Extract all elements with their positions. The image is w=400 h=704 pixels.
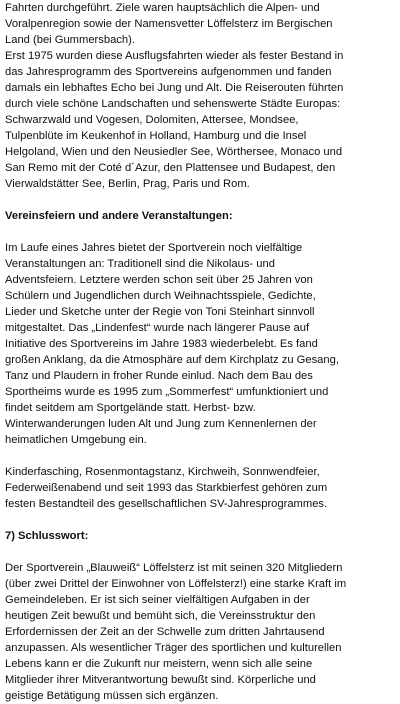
- text-line: Lebens kann er die Zukunft nur meistern, wenn sich alle seine: [5, 658, 313, 670]
- text-line: Land (bei Gummersbach).: [5, 34, 135, 46]
- text-line: heutigen Zeit bewußt und bemüht sich, die Vereinsstruktur den: [5, 610, 316, 622]
- text-line: Voralpenregion sowie der Namensvetter Löffelsterz im Bergischen: [5, 18, 333, 30]
- section-heading-closing: 7) Schlusswort:: [5, 530, 89, 542]
- section-heading-events: Vereinsfeiern und andere Veranstaltungen:: [5, 210, 233, 222]
- text-line: Winterwanderungen luden Alt und Jung zum Kennenlernen der: [5, 418, 317, 430]
- text-line: Initiative des Sportvereins im Jahre 1983 wiederbelebt. Es fand: [5, 338, 318, 350]
- text-line: heimatlichen Umgebung ein.: [5, 434, 147, 446]
- document-page: [5, 0, 397, 704]
- text-line: Tulpenblüte im Keukenhof in Holland, Hamburg und die Insel: [5, 130, 307, 142]
- text-line: Helgoland, Wien und den Neusiedler See, Wörthersee, Monaco und: [5, 146, 343, 158]
- text-line: geistige Betätigung müssen sich ergänzen.: [5, 690, 219, 702]
- text-line: großen Anklang, da die Atmosphäre auf dem Kirchplatz zu Gesang,: [5, 354, 339, 366]
- text-line: San Remo mit der Coté d´Azur, den Plattensee und Budapest, den: [5, 162, 336, 174]
- text-line: Mitglieder ihrer Mitverantwortung bewußt sind. Körperliche und: [5, 674, 316, 686]
- paragraph-travel: [5, 0, 397, 192]
- text-line: Schwarzwald und Vogesen, Dolomiten, Attersee, Mondsee,: [5, 114, 299, 126]
- paragraph-gap: [5, 512, 397, 528]
- text-line: Tanz und Plaudern in froher Runde einlud. Nach dem Bau des: [5, 370, 313, 382]
- text-line: festen Bestandteil des gesellschaftlichen SV-Jahresprogrammes.: [5, 498, 328, 510]
- text-line: Erfordernissen der Zeit an der Schwelle zum dritten Jahrtausend: [5, 626, 325, 638]
- text-line: Vierwaldstätter See, Berlin, Prag, Paris und Rom.: [5, 178, 250, 190]
- text-line: Gemeindeleben. Er ist sich seiner vielfältigen Aufgaben in der: [5, 594, 310, 606]
- text-line: damals ein lebhaftes Echo bei Jung und Alt. Die Reiserouten führten: [5, 82, 344, 94]
- text-line: Veranstaltungen an: Traditionell sind die Nikolaus- und: [5, 258, 275, 270]
- text-line: Kinderfasching, Rosenmontagstanz, Kirchweih, Sonnwendfeier,: [5, 466, 320, 478]
- text-line: Der Sportverein „Blauweiß“ Löffelsterz ist mit seinen 320 Mitgliedern: [5, 562, 343, 574]
- paragraph-gap: [5, 192, 397, 208]
- paragraph-events: [5, 240, 397, 448]
- text-line: durch viele schöne Landschaften und sehenswerte Städte Europas:: [5, 98, 341, 110]
- text-line: Schülern und Jugendlichen durch Weihnachtsspiele, Gedichte,: [5, 290, 316, 302]
- text-line: Fahrten durchgeführt. Ziele waren hauptsächlich die Alpen- und: [5, 2, 320, 14]
- text-line: anzupassen. Als wesentlicher Träger des sportlichen und kulturellen: [5, 642, 342, 654]
- text-line: Erst 1975 wurden diese Ausflugsfahrten wieder als fester Bestand in: [5, 50, 344, 62]
- paragraph-gap: [5, 544, 397, 560]
- text-line: Lieder und Sketche unter der Regie von Toni Steinhart sinnvoll: [5, 306, 315, 318]
- paragraph-closing: [5, 560, 397, 704]
- paragraph-carnival: [5, 464, 397, 512]
- text-line: Adventsfeiern. Letztere werden schon seit über 25 Jahren von: [5, 274, 313, 286]
- text-line: Sportheims wurde es 1995 zum „Sommerfest“ umfunktioniert und: [5, 386, 329, 398]
- text-line: (über zwei Drittel der Einwohner von Löffelsterz!) eine starke Kraft im: [5, 578, 347, 590]
- paragraph-gap: [5, 448, 397, 464]
- text-line: das Jahresprogramm des Sportvereins aufgenommen und fanden: [5, 66, 332, 78]
- text-line: mitgestaltet. Das „Lindenfest“ wurde nach längerer Pause auf: [5, 322, 310, 334]
- text-line: Im Laufe eines Jahres bietet der Sportverein noch vielfältige: [5, 242, 303, 254]
- text-line: Federweißenabend und seit 1993 das Starkbierfest gehören zum: [5, 482, 328, 494]
- paragraph-gap: [5, 224, 397, 240]
- text-line: findet seitdem am Sportgelände statt. Herbst- bzw.: [5, 402, 256, 414]
